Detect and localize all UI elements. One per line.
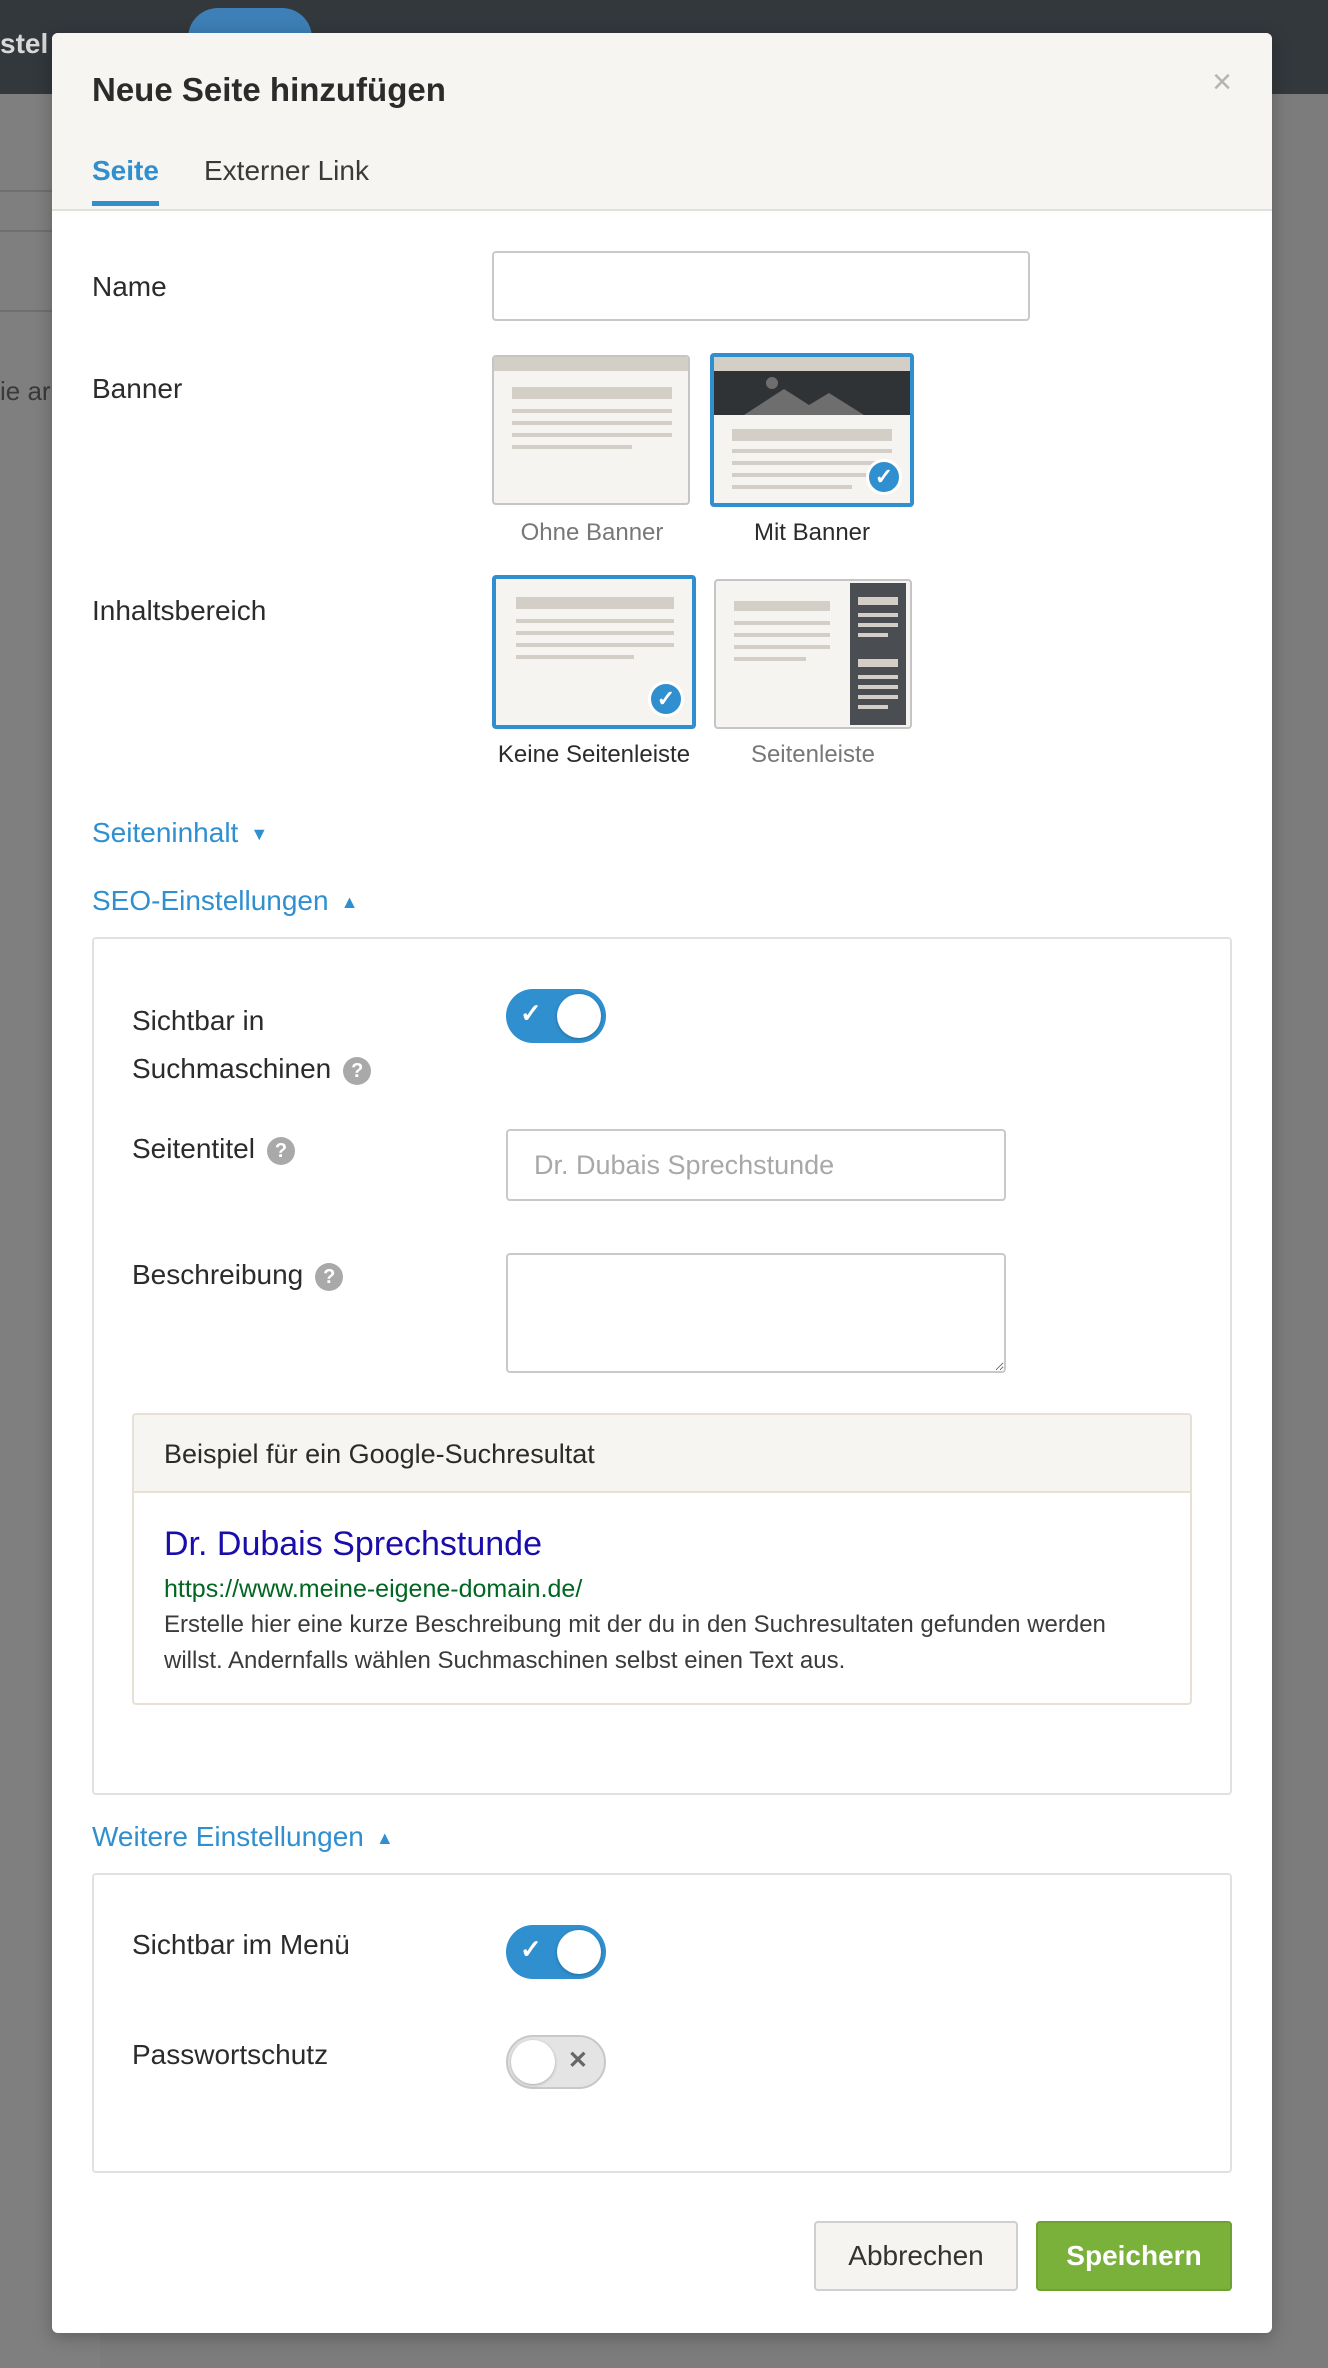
thumb-line bbox=[732, 485, 852, 489]
toggle-knob bbox=[557, 994, 601, 1038]
more-settings-panel bbox=[92, 1873, 1232, 2173]
close-icon[interactable]: × bbox=[1212, 63, 1232, 101]
dialog-title: Neue Seite hinzufügen bbox=[92, 71, 446, 108]
description-textarea[interactable] bbox=[506, 1253, 1006, 1373]
name-label: Name bbox=[92, 271, 167, 302]
thumb-line bbox=[734, 621, 830, 625]
help-icon[interactable]: ? bbox=[315, 1263, 343, 1291]
description-label bbox=[132, 1259, 343, 1291]
save-button[interactable]: Speichern bbox=[1036, 2221, 1232, 2291]
tab-page[interactable]: Seite bbox=[92, 155, 159, 206]
caret-up-icon: ▲ bbox=[340, 892, 359, 913]
banner-label: Banner bbox=[92, 373, 183, 404]
page-title-input[interactable] bbox=[506, 1129, 1006, 1201]
thumb-line bbox=[858, 659, 898, 667]
page-title-text: Seitentitel bbox=[132, 1133, 255, 1164]
thumb-line bbox=[516, 643, 674, 647]
thumb-line bbox=[512, 445, 632, 449]
thumb-line bbox=[512, 433, 672, 437]
banner-image-icon bbox=[714, 371, 910, 415]
toggle-knob bbox=[557, 1930, 601, 1974]
help-icon[interactable]: ? bbox=[343, 1057, 371, 1085]
banner-option-without[interactable] bbox=[492, 355, 690, 505]
content-option-no-sidebar-label: Keine Seitenleiste bbox=[497, 741, 691, 768]
thumb-header-bar bbox=[714, 357, 910, 371]
thumb-line bbox=[858, 705, 888, 709]
thumb-line bbox=[858, 695, 898, 699]
dialog-header bbox=[52, 33, 1272, 211]
thumb-heading bbox=[734, 601, 830, 611]
description-text: Beschreibung bbox=[132, 1259, 304, 1290]
search-visible-toggle[interactable] bbox=[506, 989, 606, 1043]
check-icon: ✓ bbox=[520, 998, 542, 1028]
menu-visible-label: Sichtbar im Menü bbox=[132, 1929, 350, 1960]
toggle-knob bbox=[511, 2040, 555, 2084]
thumb-line bbox=[734, 633, 830, 637]
thumb-line bbox=[858, 613, 898, 617]
content-option-sidebar[interactable] bbox=[714, 579, 912, 729]
google-preview-header: Beispiel für ein Google-Suchresultat bbox=[134, 1415, 1190, 1493]
thumb-line bbox=[512, 421, 672, 425]
page-title-label bbox=[132, 1133, 295, 1165]
seo-settings-toggle[interactable] bbox=[92, 885, 358, 917]
tab-external-link[interactable]: Externer Link bbox=[204, 155, 369, 186]
background-divider bbox=[0, 190, 60, 192]
cancel-button[interactable]: Abbrechen bbox=[814, 2221, 1018, 2291]
sidebar-preview bbox=[850, 583, 906, 725]
selected-check-icon: ✓ bbox=[866, 459, 902, 495]
thumb-heading bbox=[512, 387, 672, 399]
menu-visible-toggle[interactable] bbox=[506, 1925, 606, 1979]
thumb-line bbox=[858, 685, 898, 689]
banner-option-with-label: Mit Banner bbox=[753, 519, 871, 546]
thumb-line bbox=[858, 633, 888, 637]
banner-option-with[interactable] bbox=[710, 353, 914, 507]
thumb-line bbox=[516, 619, 674, 623]
caret-down-icon: ▼ bbox=[250, 824, 269, 845]
content-option-sidebar-label: Seitenleiste bbox=[750, 741, 876, 768]
selected-check-icon: ✓ bbox=[648, 681, 684, 717]
check-icon: ✓ bbox=[520, 1934, 542, 1964]
seo-settings-label: SEO-Einstellungen bbox=[92, 885, 329, 916]
background-side-text: ie ar bbox=[0, 376, 51, 406]
thumb-header-bar bbox=[494, 357, 688, 371]
content-area-label: Inhaltsbereich bbox=[92, 595, 267, 626]
thumb-line bbox=[858, 597, 898, 605]
background-divider bbox=[0, 230, 60, 232]
thumb-line bbox=[858, 675, 898, 679]
thumb-heading bbox=[516, 597, 674, 609]
thumb-line bbox=[516, 631, 674, 635]
name-input[interactable] bbox=[492, 251, 1030, 321]
thumb-line bbox=[734, 645, 830, 649]
password-protection-toggle[interactable] bbox=[506, 2035, 606, 2089]
background-app-text: stel bbox=[0, 28, 49, 59]
thumb-heading bbox=[732, 429, 892, 441]
google-preview-url: https://www.meine-eigene-domain.de/ bbox=[164, 1575, 583, 1603]
page-content-toggle[interactable] bbox=[92, 817, 268, 849]
caret-up-icon: ▲ bbox=[375, 1828, 394, 1849]
search-visible-text: Sichtbar in Suchmaschinen bbox=[132, 1005, 332, 1084]
google-preview-description: Erstelle hier eine kurze Beschreibung mit der du in den Suchresultaten gefunden werden willst. Andernfalls wählen Suchmaschinen selbst einen Text aus. bbox=[164, 1611, 1106, 1674]
thumb-line bbox=[516, 655, 634, 659]
page-content-label: Seiteninhalt bbox=[92, 817, 239, 848]
thumb-line bbox=[734, 657, 806, 661]
thumb-line bbox=[732, 461, 892, 465]
more-settings-toggle[interactable] bbox=[92, 1821, 394, 1853]
thumb-line bbox=[858, 623, 898, 627]
add-page-dialog bbox=[52, 33, 1272, 2333]
thumb-line bbox=[512, 409, 672, 413]
close-icon: ✕ bbox=[567, 2047, 588, 2074]
background-divider bbox=[0, 310, 60, 312]
help-icon[interactable]: ? bbox=[267, 1137, 295, 1165]
more-settings-label: Weitere Einstellungen bbox=[92, 1821, 364, 1852]
google-preview-title: Dr. Dubais Sprechstunde bbox=[164, 1525, 542, 1563]
banner-option-without-label: Ohne Banner bbox=[520, 519, 664, 546]
content-option-no-sidebar[interactable] bbox=[492, 575, 696, 729]
password-protection-label: Passwortschutz bbox=[132, 2039, 329, 2070]
search-visible-label bbox=[132, 997, 432, 1093]
thumb-line bbox=[732, 449, 892, 453]
google-preview-box bbox=[132, 1413, 1192, 1705]
